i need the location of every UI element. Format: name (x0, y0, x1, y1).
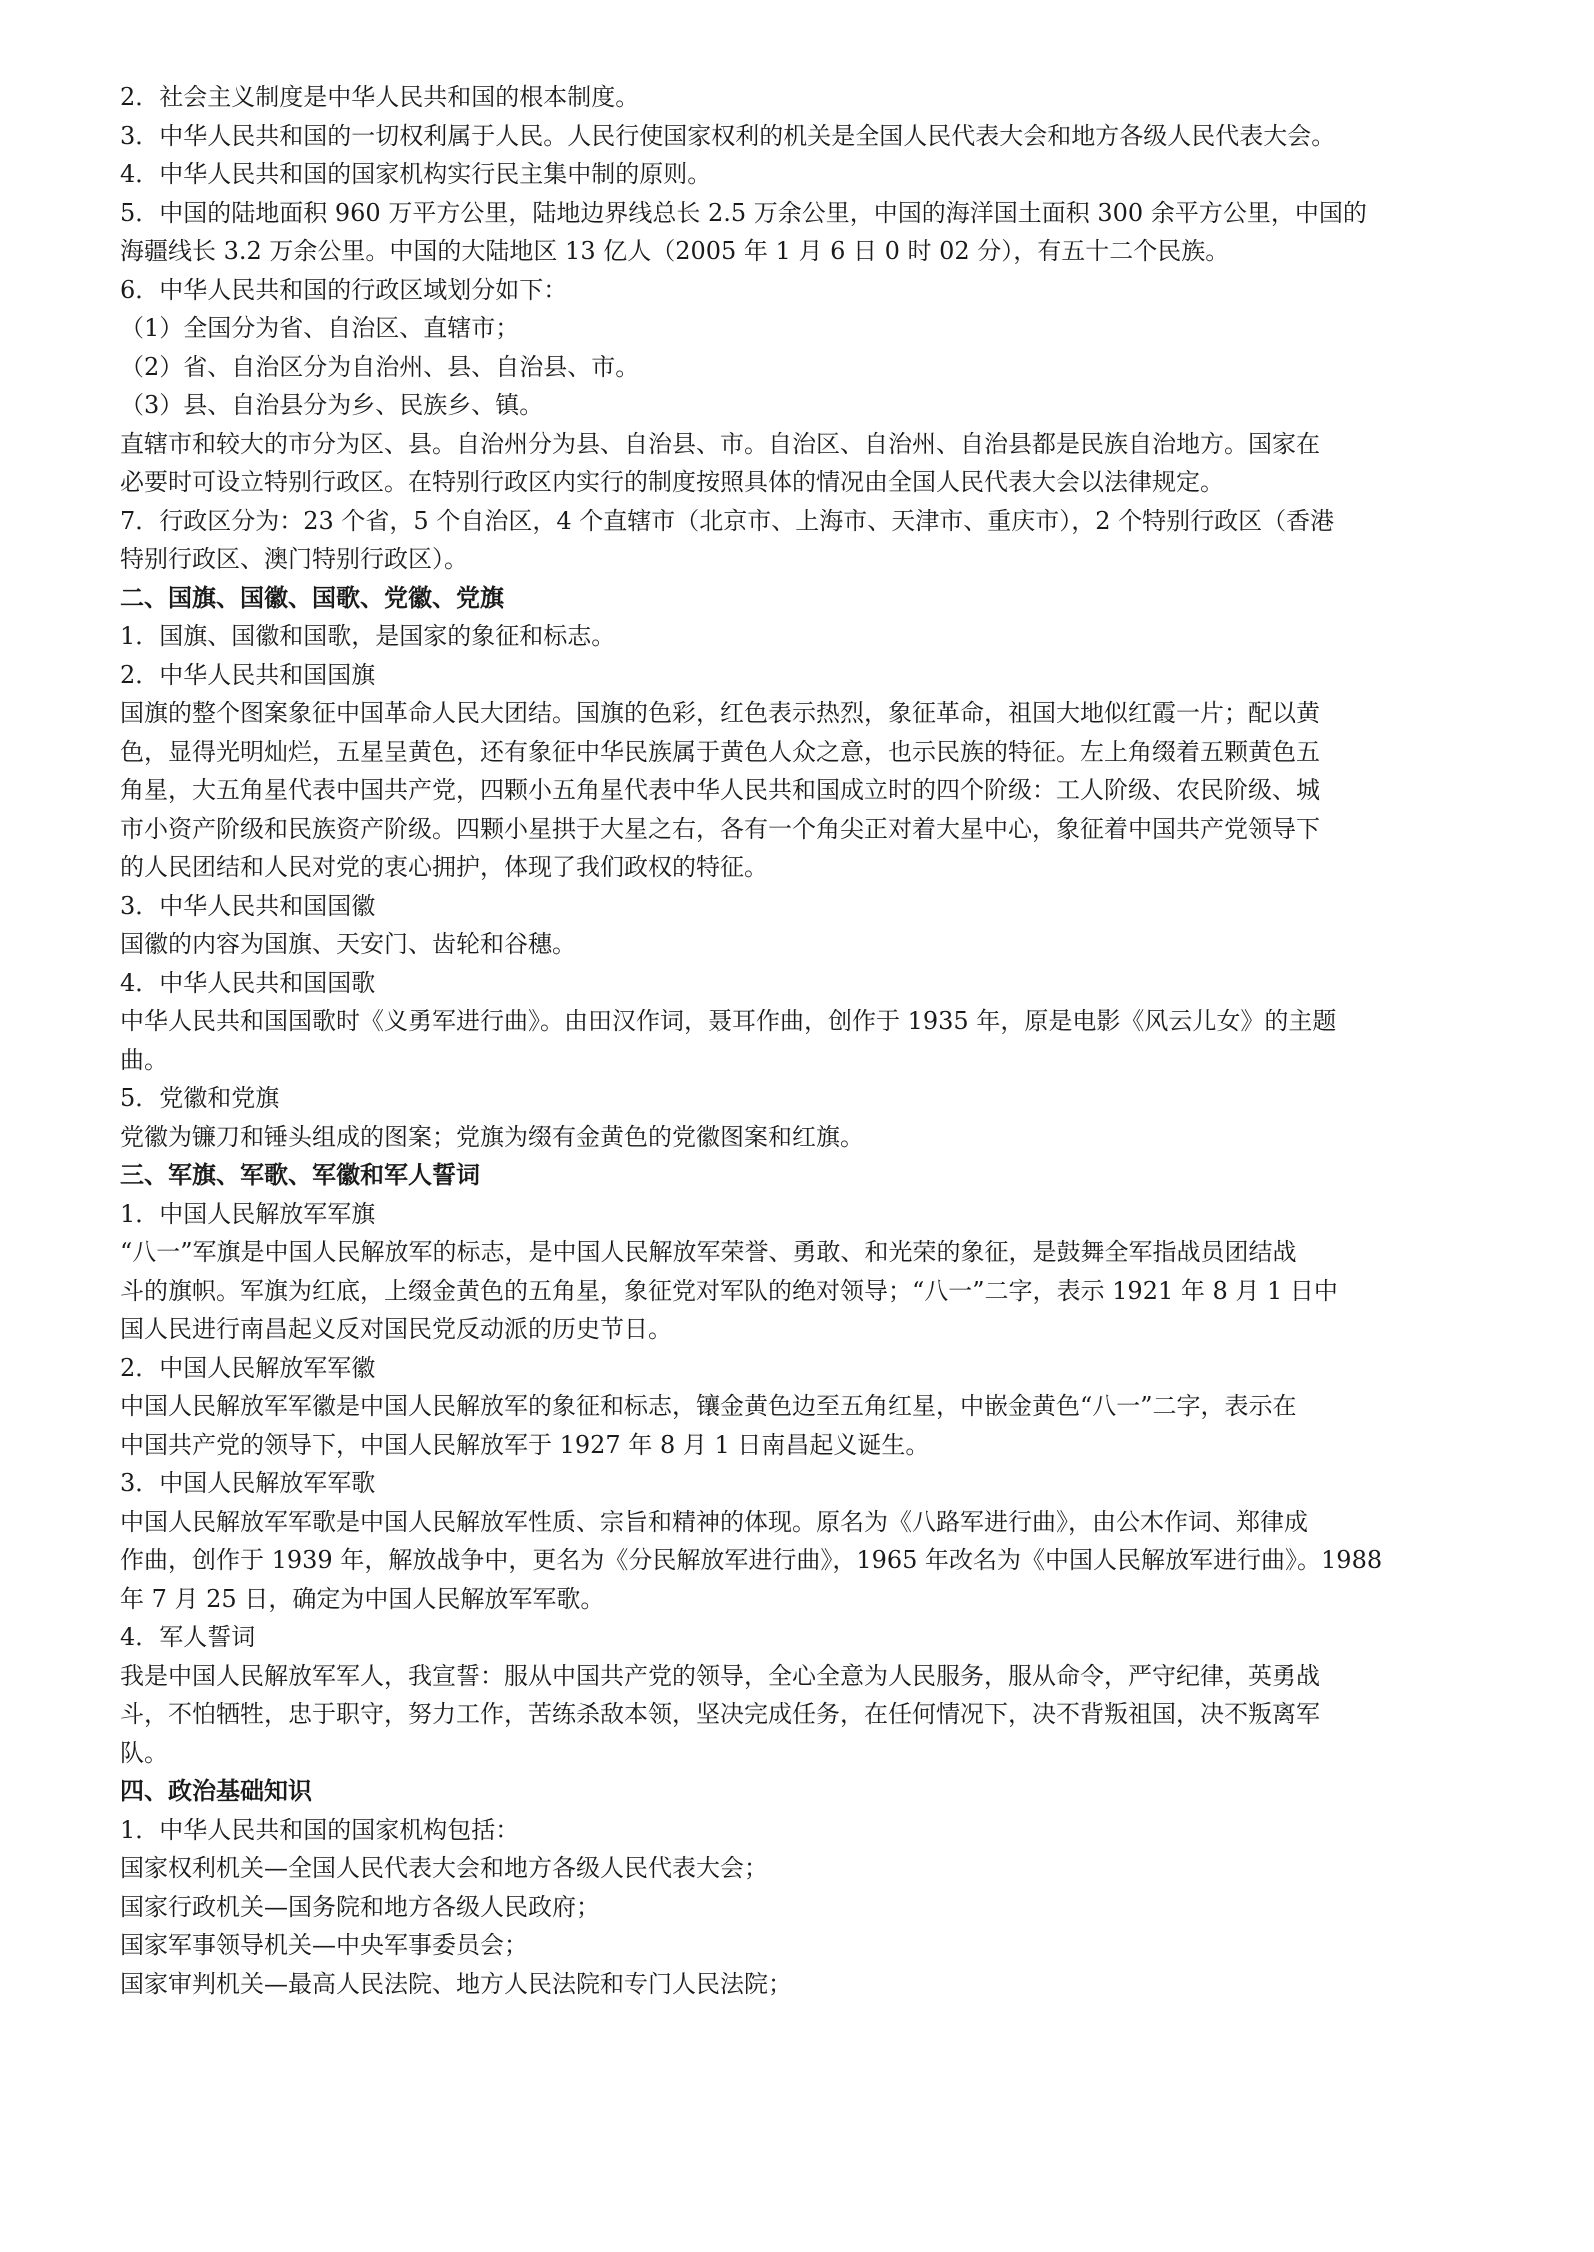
text-line: 3．中华人民共和国的一切权利属于人民。人民行使国家权利的机关是全国人民代表大会和地方各级人民代表大会。 (120, 121, 1336, 150)
text-line: 国家行政机关—国务院和地方各级人民政府； (120, 1892, 600, 1921)
section-heading: 二、国旗、国徽、国歌、党徽、党旗 (120, 582, 504, 612)
text-line: 7．行政区分为：23 个省，5 个自治区，4 个直辖市（北京市、上海市、天津市、重庆市），2 个特别行政区（香港 (120, 506, 1335, 535)
text-line: 年 7 月 25 日，确定为中国人民解放军军歌。 (120, 1584, 605, 1613)
text-line: 国家军事领导机关—中央军事委员会； (120, 1931, 528, 1959)
text-line: 国徽的内容为国旗、天安门、齿轮和谷穗。 (120, 930, 576, 958)
text-line: 4．军人誓词 (120, 1623, 256, 1651)
text-line: 2．社会主义制度是中华人民共和国的根本制度。 (120, 83, 640, 111)
text-line: 6．中华人民共和国的行政区域划分如下： (120, 275, 568, 304)
section-heading: 三、军旗、军歌、军徽和军人誓词 (120, 1160, 480, 1189)
text-line: 直辖市和较大的市分为区、县。自治州分为县、自治县、市。自治区、自治州、自治县都是民族自治地方。国家在 (120, 429, 1320, 458)
text-line: 中国人民解放军军歌是中国人民解放军性质、宗旨和精神的体现。原名为《八路军进行曲》，由公木作词、郑律成 (120, 1507, 1308, 1536)
text-line: 必要时可设立特别行政区。在特别行政区内实行的制度按照具体的情况由全国人民代表大会以法律规定。 (120, 468, 1224, 496)
text-line: （2）省、自治区分为自治州、县、自治县、市。 (120, 352, 640, 381)
text-line: 中华人民共和国国歌时《义勇军进行曲》。由田汉作词，聂耳作曲，创作于 1935 年，原是电影《风云儿女》的主题 (120, 1007, 1337, 1035)
text-line: “八一”军旗是中国人民解放军的标志，是中国人民解放军荣誉、勇敢、和光荣的象征，是鼓舞全军指战员团结战 (120, 1238, 1297, 1266)
text-line: 5．党徽和党旗 (120, 1084, 280, 1112)
text-line: 斗的旗帜。军旗为红底，上缀金黄色的五角星，象征党对军队的绝对领导；“八一”二字，表示 1921 年 8 月 1 日中 (120, 1276, 1338, 1305)
text-line: 中国人民解放军军徽是中国人民解放军的象征和标志，镶金黄色边至五角红星，中嵌金黄色“八一”二字，表示在 (120, 1392, 1297, 1420)
text-line: （1）全国分为省、自治区、直辖市； (120, 314, 520, 342)
text-line: 4．中华人民共和国的国家机构实行民主集中制的原则。 (120, 160, 712, 188)
text-line: 斗，不怕牺牲，忠于职守，努力工作，苦练杀敌本领，坚决完成任务，在任何情况下，决不背叛祖国，决不叛离军 (120, 1700, 1320, 1728)
text-line: 海疆线长 3.2 万余公里。中国的大陆地区 13 亿人（2005 年 1 月 6 日 0 时 02 分），有五十二个民族。 (120, 237, 1230, 265)
text-line: 2．中华人民共和国国旗 (120, 660, 376, 689)
text-line: 2．中国人民解放军军徽 (120, 1353, 376, 1382)
section-heading: 四、政治基础知识 (120, 1776, 312, 1805)
text-line: 5．中国的陆地面积 960 万平方公里，陆地边界线总长 2.5 万余公里，中国的海洋国土面积 300 余平方公里，中国的 (120, 198, 1367, 227)
text-line: 队。 (120, 1738, 168, 1767)
text-line: 1．中国人民解放军军旗 (120, 1199, 376, 1228)
text-line: 中国共产党的领导下，中国人民解放军于 1927 年 8 月 1 日南昌起义诞生。 (120, 1430, 930, 1459)
document-page (120, 78, 1500, 2003)
text-line: 1．中华人民共和国的国家机构包括： (120, 1815, 520, 1844)
text-line: 作曲，创作于 1939 年，解放战争中，更名为《分民解放军进行曲》，1965 年改名为《中国人民解放军进行曲》。1988 (120, 1546, 1383, 1574)
text-line: 党徽为镰刀和锤头组成的图案；党旗为缀有金黄色的党徽图案和红旗。 (120, 1122, 864, 1151)
text-line: 特别行政区、澳门特别行政区）。 (120, 545, 468, 573)
text-line: 曲。 (120, 1045, 168, 1074)
text-line: 的人民团结和人民对党的衷心拥护，体现了我们政权的特征。 (120, 853, 768, 881)
text-line: 色，显得光明灿烂，五星呈黄色，还有象征中华民族属于黄色人众之意，也示民族的特征。左上角缀着五颗黄色五 (120, 737, 1320, 766)
text-line: 国家审判机关—最高人民法院、地方人民法院和专门人民法院； (120, 1969, 792, 1998)
text-line: 1．国旗、国徽和国歌，是国家的象征和标志。 (120, 622, 616, 650)
text-line: 国家权利机关—全国人民代表大会和地方各级人民代表大会； (120, 1854, 768, 1882)
text-line: 国旗的整个图案象征中国革命人民大团结。国旗的色彩，红色表示热烈，象征革命，祖国大地似红霞一片；配以黄 (120, 699, 1320, 727)
text-line: 国人民进行南昌起义反对国民党反动派的历史节日。 (120, 1315, 672, 1343)
text-line: 3．中华人民共和国国徽 (120, 891, 376, 920)
text-line: （3）县、自治县分为乡、民族乡、镇。 (120, 391, 544, 419)
text-line: 市小资产阶级和民族资产阶级。四颗小星拱于大星之右，各有一个角尖正对着大星中心，象征着中国共产党领导下 (120, 814, 1320, 843)
text-line: 4．中华人民共和国国歌 (120, 968, 376, 997)
text-line: 3．中国人民解放军军歌 (120, 1469, 376, 1497)
text-line: 角星，大五角星代表中国共产党，四颗小五角星代表中华人民共和国成立时的四个阶级：工人阶级、农民阶级、城 (120, 776, 1320, 804)
text-line: 我是中国人民解放军军人，我宣誓：服从中国共产党的领导，全心全意为人民服务，服从命令，严守纪律，英勇战 (120, 1661, 1320, 1690)
